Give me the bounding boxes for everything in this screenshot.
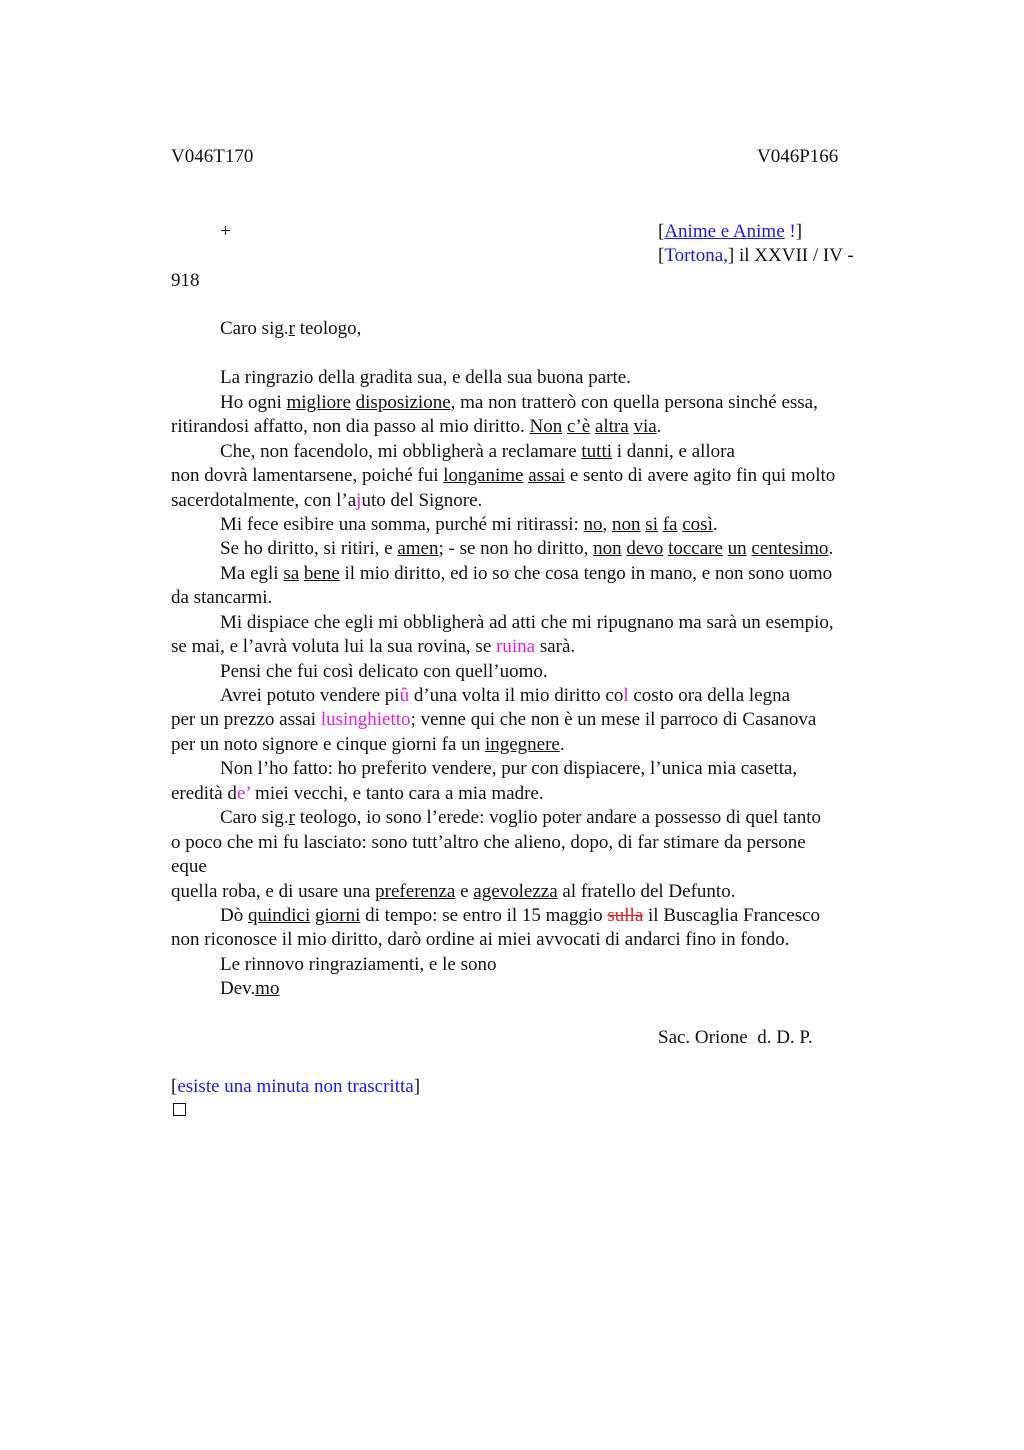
body-line-21: eque <box>171 856 207 877</box>
body-line-14: Avrei potuto vendere piû d’una volta il mio diritto col costo ora della legna <box>220 685 791 706</box>
body-line-11: Mi dispiace che egli mi obbligherà ad atti che mi ripugnano ma sarà un esempio, <box>220 612 834 633</box>
body-line-7: Mi fece esibire una somma, purché mi ritirassi: no, non si fa così. <box>220 514 718 535</box>
body-line-12: se mai, e l’avrà voluta lui la sua rovina, se ruina sarà. <box>171 636 576 657</box>
body-line-17: Non l’ho fatto: ho preferito vendere, pur con dispiacere, l’unica mia casetta, <box>220 758 798 779</box>
struck-word: sulla <box>607 905 644 926</box>
salutation: Caro sig.r teologo, <box>220 318 362 339</box>
body-line-1: La ringrazio della gradita sua, e della sua buona parte. <box>220 367 631 388</box>
body-line-13: Pensi che fui così delicato con quell’uomo. <box>220 661 548 682</box>
body-line-20: o poco che mi fu lasciato: sono tutt’altro che alieno, dopo, di far stimare da persone <box>171 832 806 853</box>
body-line-9: Ma egli sa bene il mio diritto, ed io so che cosa tengo in mano, e non sono uomo <box>220 563 833 584</box>
end-square-icon <box>173 1103 186 1116</box>
body-line-4: Che, non facendolo, mi obbligherà a reclamare tutti i danni, e allora <box>220 441 735 462</box>
editorial-note: [esiste una minuta non trascritta] <box>171 1076 421 1097</box>
signature: Sac. Orione d. D. P. <box>658 1027 813 1048</box>
body-line-24: non riconosce il mio diritto, darò ordine ai miei avvocati di andarci fino in fondo. <box>171 929 790 950</box>
body-line-15: per un prezzo assai lusinghietto; venne qui che non è un mese il parroco di Casanova <box>171 709 817 730</box>
body-line-25: Le rinnovo ringraziamenti, e le sono <box>220 954 497 975</box>
place-name: Tortona, <box>664 245 728 266</box>
document-code-right: V046P166 <box>757 146 839 167</box>
body-line-22: quella roba, e di usare una preferenza e agevolezza al fratello del Defunto. <box>171 881 736 902</box>
body-line-19: Caro sig.r teologo, io sono l’erede: voglio poter andare a possesso di quel tanto <box>220 807 822 828</box>
body-line-23: Dò quindici giorni di tempo: se entro il 15 maggio sulla il Buscaglia Francesco <box>220 905 821 926</box>
body-line-10: da stancarmi. <box>171 587 273 608</box>
body-line-3: ritirandosi affatto, non dia passo al mio diritto. Non c’è altra via. <box>171 416 662 437</box>
body-line-18: eredità de’ miei vecchi, e tanto cara a mia madre. <box>171 783 544 804</box>
body-line-6: sacerdotalmente, con l’ajuto del Signore. <box>171 490 483 511</box>
body-line-8: Se ho diritto, si ritiri, e amen; - se non ho diritto, non devo toccare un centesimo. <box>220 538 834 559</box>
year-line: 918 <box>171 270 200 291</box>
title-line: [Anime e Anime !] <box>658 221 803 242</box>
cross-mark: + <box>220 221 231 242</box>
body-line-5: non dovrà lamentarsene, poiché fui longanime assai e sento di avere agito fin qui molto <box>171 465 836 486</box>
title-link[interactable]: Anime e Anime <box>664 221 785 242</box>
body-line-26: Dev.mo <box>220 978 280 999</box>
body-line-2: Ho ogni migliore disposizione, ma non tratterò con quella persona sinché essa, <box>220 392 818 413</box>
place-date-line: [Tortona,] il XXVII / IV - <box>658 245 854 266</box>
body-line-16: per un noto signore e cinque giorni fa un ingegnere. <box>171 734 565 755</box>
document-code-left: V046T170 <box>171 146 254 167</box>
